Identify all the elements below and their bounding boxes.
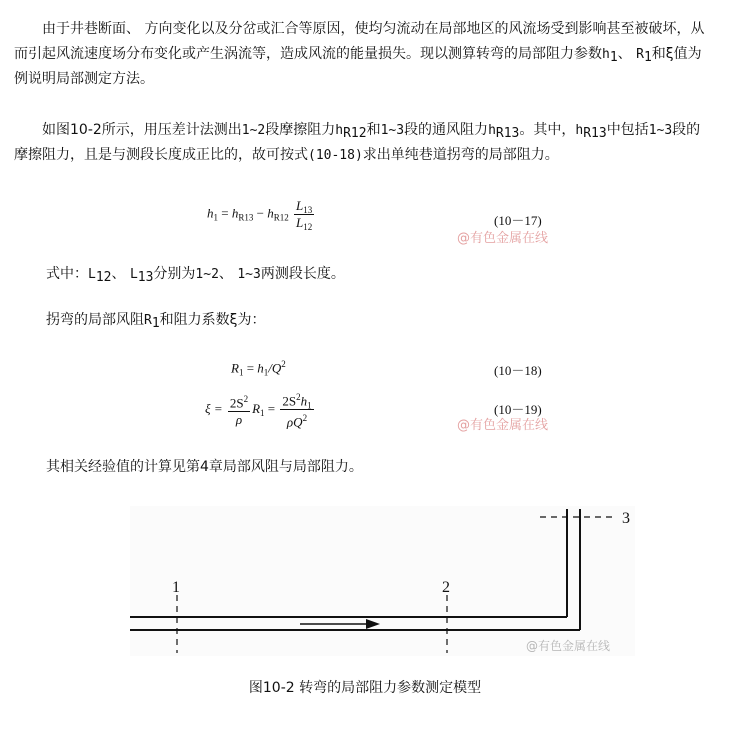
equation-10-17: $h_1 = h_{R13} - h_{R12}$ $\frac{L_{13}}{L_{12}}$ (207, 198, 313, 232)
paragraph-method: 如图10-2所示，用压差计法测出1~2段摩擦阻力$h_{R12}$和1~3段的通风阻力$h_{R13}$。其中，$h_{R13}$中包括1~3段的摩擦阻力，且是与测段长度成正比的，故可按式(10-18)求出单纯巷道拐弯的局部阻力。 (14, 122, 701, 163)
equation-number-10-17: (10－17) (494, 213, 542, 228)
station-2-label: 2 (442, 579, 450, 596)
paragraph-resistance: 拐弯的局部风阻$R_1$和阻力系数ξ为： (46, 312, 266, 331)
airway-bend-diagram (0, 495, 730, 665)
fraction-2s2-rho: $\frac{2S^2}{\rho}$ (228, 391, 250, 428)
equation-10-18: $R_1 = h_1/Q^2$ (231, 359, 286, 378)
figure-caption: 图10-2 转弯的局部阻力参数测定模型 (248, 680, 482, 696)
equation-number-10-18: (10－18) (494, 363, 542, 378)
figure-watermark: @有色金属在线 (526, 639, 611, 653)
fraction-2s2h1-rhoq2: $\frac{2S^2h_1}{\rho Q^2}$ (280, 389, 313, 431)
watermark: @有色金属在线 (457, 231, 549, 246)
paragraph-intro: 由于井巷断面、 方向变化以及分岔或汇合等原因，使均匀流动在局部地区的风流场受到影响甚至被破坏，从而引起风流速度场分布变化或产生涡流等，造成风流的能量损失。现以测算转弯的局部阻力参数$h_1$、 $R_1$和ξ值为例说明局部测定方法。 (14, 21, 705, 87)
watermark: @有色金属在线 (457, 418, 549, 433)
station-1-label: 1 (172, 579, 180, 596)
equation-number-10-19: (10－19) (494, 402, 542, 417)
equation-10-19: ξ = $\frac{2S^2}{\rho}$ $R_1$ = $\frac{2S^2h_1}{\rho Q^2}$ (205, 389, 316, 431)
paragraph-where: 式中：$L_{12}$、 $L_{13}$分别为1~2、 1~3两测段长度。 (46, 266, 345, 285)
fraction-l13-l12: $\frac{L_{13}}{L_{12}}$ (295, 198, 313, 232)
paragraph-reference: 其相关经验值的计算见第4章局部风阻与局部阻力。 (46, 459, 363, 475)
station-3-label: 3 (622, 510, 630, 527)
diagram-background (130, 506, 635, 656)
